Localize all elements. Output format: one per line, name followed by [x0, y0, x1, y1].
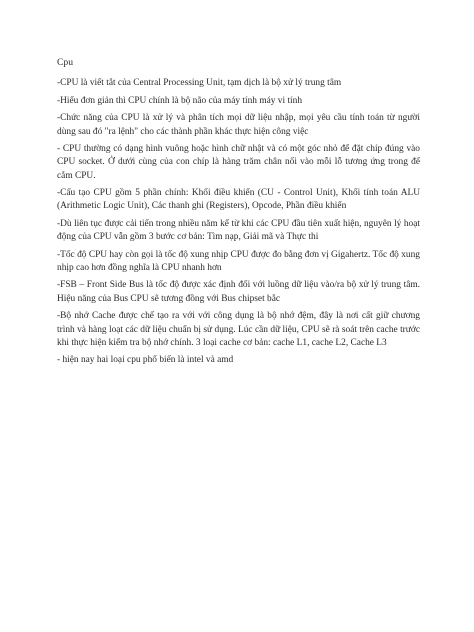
paragraph-cpu-principle: -Dù liên tục được cải tiến trong nhiều năm kể từ khi các CPU đầu tiên xuất hiện, nguyên lý hoạt động của CPU vẫn gồm 3 bước cơ bản: Tìm nạp, Giải mã và Thực thi [57, 218, 420, 243]
paragraph-cpu-function: -Chức năng của CPU là xử lý và phân tích mọi dữ liệu nhập, mọi yêu cầu tính toán từ người dùng sau đó "ra lệnh" cho các thành phần khác thực hiện công việc [57, 113, 420, 137]
paragraph-cpu-brain: -Hiểu đơn giản thì CPU chính là bộ não của máy tính máy vi tính [57, 95, 303, 106]
paragraph-cpu-definition: -CPU là viết tắt của Central Processing Unit, tạm dịch là bộ xử lý trung tâm [57, 78, 342, 89]
paragraph-cpu-shape: - CPU thường có dạng hình vuông hoặc hình chữ nhật và có một góc nhỏ để đặt chíp đúng vào CPU socket. Ở dưới cùng của con chíp là hàng trăm chân nối vào mỗi lỗ tương ứng trong đế cắm CPU. [57, 144, 420, 181]
document-title: Cpu [57, 57, 73, 68]
document-body [57, 56, 420, 372]
paragraph-fsb: -FSB – Front Side Bus là tốc độ được xác định đối với luồng dữ liệu vào/ra bộ xử lý trung tâm. Hiệu năng của Bus CPU sẽ tương đồng với Bus chipset bắc [57, 280, 420, 304]
paragraph-cache: -Bộ nhớ Cache được chế tạo ra với với công dụng là bộ nhớ đệm, đây là nơi cất giữ chương trình và hàng loạt các dữ liệu chuẩn bị sử dụng. Lúc cần dữ liệu, CPU sẽ rà soát trên cache trước khi thực hiện kiểm tra bộ nhớ chính. 3 loại cache cơ bản: cache L1, cache L2, Cache L3 [57, 311, 420, 348]
paragraph-cpu-speed: -Tốc độ CPU hay còn gọi là tốc độ xung nhịp CPU được đo bằng đơn vị Gigahertz. Tốc độ xung nhịp cao hơn đồng nghĩa là CPU nhanh hơn [57, 249, 420, 273]
paragraph-cpu-brands: - hiện nay hai loại cpu phổ biến là intel và amd [57, 355, 234, 366]
paragraph-cpu-structure: -Cấu tạo CPU gồm 5 phần chính: Khối điều khiển (CU - Control Unit), Khối tính toán ALU (Arithmetic Logic Unit), Các thanh ghi (Registers), Opcode, Phần điều khiển [57, 188, 420, 212]
